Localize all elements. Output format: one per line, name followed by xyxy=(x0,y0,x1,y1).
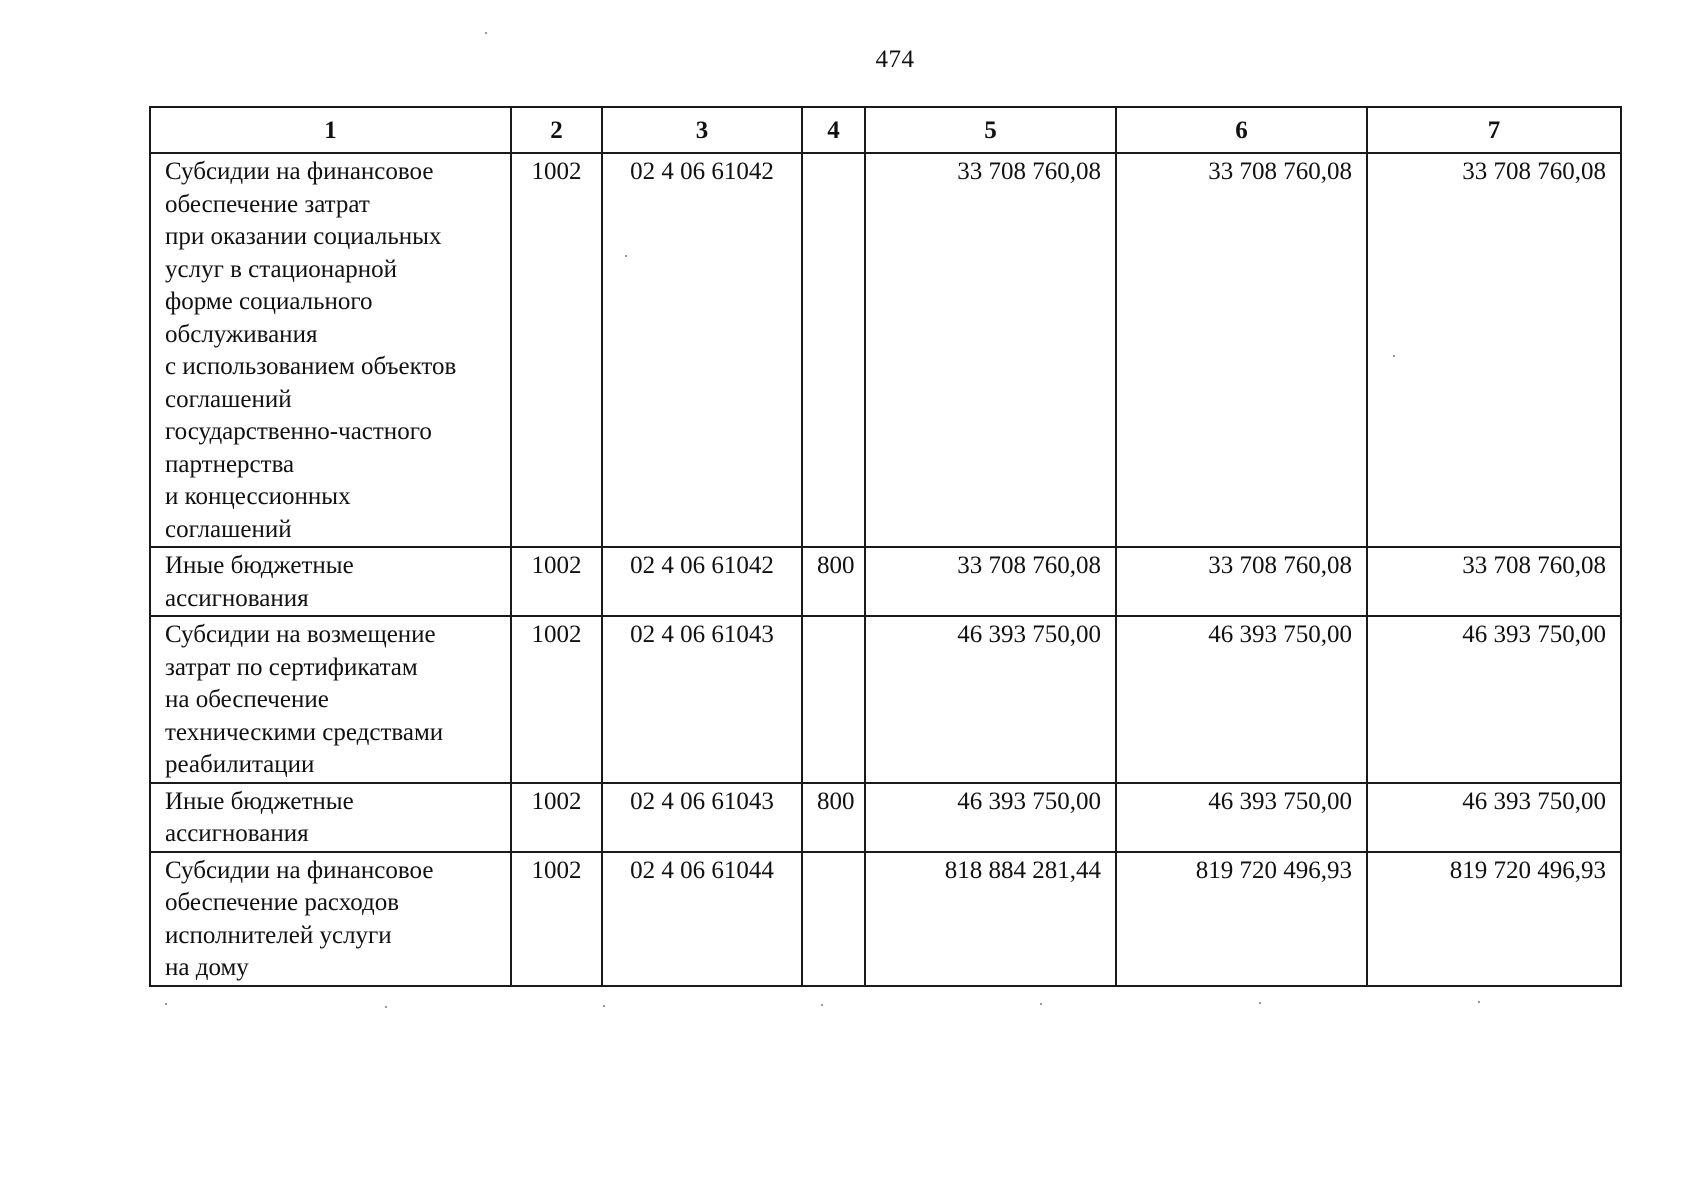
row-type: 800 xyxy=(802,783,865,852)
row-value-5: 33 708 760,08 xyxy=(865,547,1116,616)
table-row xyxy=(150,547,1621,616)
column-header-4: 4 xyxy=(802,107,865,153)
row-code: 02 4 06 61044 xyxy=(602,852,802,986)
column-header-7: 7 xyxy=(1367,107,1621,153)
row-type xyxy=(802,852,865,986)
budget-table xyxy=(149,106,1622,987)
row-value-7: 819 720 496,93 xyxy=(1367,852,1621,986)
column-header-6: 6 xyxy=(1116,107,1367,153)
row-value-5: 818 884 281,44 xyxy=(865,852,1116,986)
row-code: 02 4 06 61042 xyxy=(602,547,802,616)
row-name: Иные бюджетные ассигнования xyxy=(150,547,511,616)
row-type xyxy=(802,153,865,547)
column-header-2: 2 xyxy=(511,107,602,153)
row-value-5: 46 393 750,00 xyxy=(865,616,1116,783)
table-row xyxy=(150,783,1621,852)
row-section: 1002 xyxy=(511,153,602,547)
row-value-7: 46 393 750,00 xyxy=(1367,616,1621,783)
row-value-6: 46 393 750,00 xyxy=(1116,783,1367,852)
row-value-6: 33 708 760,08 xyxy=(1116,153,1367,547)
row-value-7: 33 708 760,08 xyxy=(1367,547,1621,616)
table-header-row xyxy=(150,107,1621,153)
row-value-6: 46 393 750,00 xyxy=(1116,616,1367,783)
row-value-7: 46 393 750,00 xyxy=(1367,783,1621,852)
row-type: 800 xyxy=(802,547,865,616)
row-section: 1002 xyxy=(511,616,602,783)
table-row xyxy=(150,852,1621,986)
row-code: 02 4 06 61043 xyxy=(602,783,802,852)
row-name: Субсидии на возмещение затрат по сертификатам на обеспечение техническими средствами реабилитации xyxy=(150,616,511,783)
row-value-5: 46 393 750,00 xyxy=(865,783,1116,852)
row-section: 1002 xyxy=(511,852,602,986)
page-number: 474 xyxy=(875,46,915,73)
row-name: Субсидии на финансовое обеспечение расходов исполнителей услуги на дому xyxy=(150,852,511,986)
row-name: Субсидии на финансовое обеспечение затрат при оказании социальных услуг в стационарной форме социального обслуживания с использованием объектов соглашений государственно-частного партнерства и концессионных соглашений xyxy=(150,153,511,547)
row-value-5: 33 708 760,08 xyxy=(865,153,1116,547)
row-type xyxy=(802,616,865,783)
column-header-3: 3 xyxy=(602,107,802,153)
column-header-5: 5 xyxy=(865,107,1116,153)
table-row xyxy=(150,616,1621,783)
table-row xyxy=(150,153,1621,547)
column-header-1: 1 xyxy=(150,107,511,153)
row-code: 02 4 06 61042 xyxy=(602,153,802,547)
row-code: 02 4 06 61043 xyxy=(602,616,802,783)
row-name: Иные бюджетные ассигнования xyxy=(150,783,511,852)
row-value-6: 819 720 496,93 xyxy=(1116,852,1367,986)
row-section: 1002 xyxy=(511,783,602,852)
row-section: 1002 xyxy=(511,547,602,616)
row-value-7: 33 708 760,08 xyxy=(1367,153,1621,547)
row-value-6: 33 708 760,08 xyxy=(1116,547,1367,616)
